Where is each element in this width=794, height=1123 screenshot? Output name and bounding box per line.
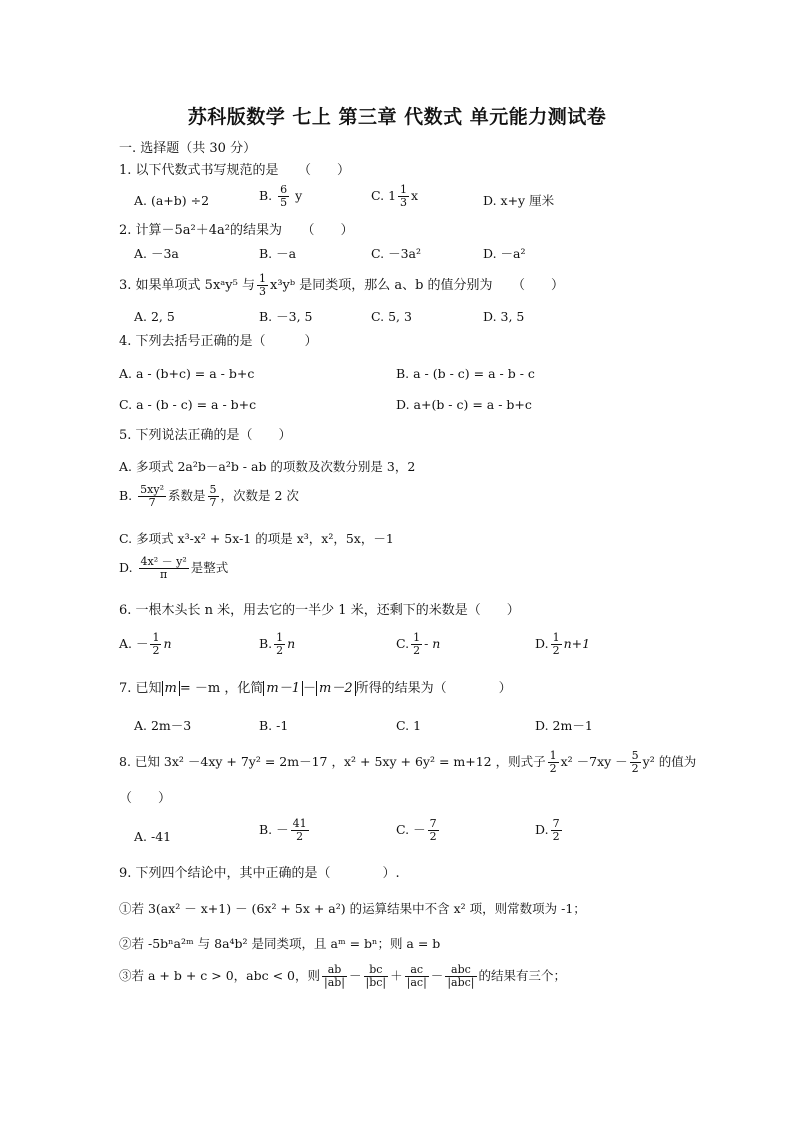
q8-option-d: D. $\frac{7}{2}$ [535, 817, 560, 843]
q5-option-b: B. $\frac{\text{5xy²}}{7}$ 系数是 $\frac{5}{7}$ ，次数是 2 次 [119, 483, 299, 509]
q4-option-b: B. a - (b - c) = a - b - c [396, 366, 535, 381]
q5-option-a: A. 多项式 2a²b－a²b - ab 的项数及次数分别是 3，2 [119, 459, 416, 474]
q9-statement-3: ③若 a + b + c > 0，abc < 0，则 $\frac{ab}{|ab|}$ － $\frac{bc}{|bc|}$ ＋ $\frac{ac}{|ac|}$ － $\frac{\text{abc}}{\text{|abc|}}$ 的结果有三个； [119, 963, 567, 989]
q6-option-a: A. － $\frac{1}{2}$ n [119, 631, 172, 657]
page-title: 苏科版数学 七上 第三章 代数式 单元能力测试卷 [187, 106, 607, 128]
q6-option-c: C. $\frac{1}{2}$ - n [396, 631, 441, 657]
q7-option-a: A. 2m－3 [134, 718, 192, 733]
question-2-stem: 2. 计算－5a²＋4a²的结果为 （ ） [119, 223, 354, 238]
q6-option-b: B. $\frac{1}{2}$ n [259, 631, 296, 657]
q8-option-b: B. － $\frac{41}{2}$ [259, 817, 307, 843]
question-9-stem: 9. 下列四个结论中，其中正确的是（ ）. [119, 866, 400, 881]
q4-option-d: D. a+(b - c) = a - b+c [396, 397, 532, 412]
q2-option-d: D. －a² [483, 246, 526, 261]
question-8-paren: （ ） [119, 791, 172, 806]
q3-option-d: D. 3, 5 [483, 309, 525, 324]
q2-option-a: A. －3a [134, 246, 179, 261]
question-1-stem: 1. 以下代数式书写规范的是 （ ） [119, 163, 351, 178]
q9-statement-1: ①若 3(ax² － x+1) － (6x² + 5x + a²) 的运算结果中不含 x² 项，则常数项为 -1； [119, 901, 586, 916]
q3-option-a: A. 2, 5 [134, 309, 175, 324]
q8-option-c: C. － $\frac{7}{2}$ [396, 817, 437, 843]
q1-option-b: B. $\frac{6}{5}$ y [259, 183, 303, 209]
q4-option-c: C. a - (b - c) = a - b+c [119, 397, 257, 412]
q1-option-a: A. (a+b) ÷2 [134, 193, 210, 208]
q1-option-d: D. x+y 厘米 [483, 193, 555, 208]
question-3-stem: 3. 如果单项式 5xᵃy⁵ 与 $\frac{1}{3}$ x³yᵇ 是同类项，那么 a、b 的值分别为 （ ） [119, 272, 565, 298]
q4-option-a: A. a - (b+c) = a - b+c [119, 366, 255, 381]
q1-option-c: C. 1 $\frac{1}{3}$ x [371, 183, 419, 209]
q7-option-b: B. -1 [259, 718, 289, 733]
q7-option-c: C. 1 [396, 718, 422, 733]
q3-option-b: B. －3, 5 [259, 309, 313, 324]
q5-option-d: D. $\frac{\text{4x² － y²}}{\pi}$ 是整式 [119, 555, 229, 581]
q2-option-c: C. －3a² [371, 246, 421, 261]
q9-statement-2: ②若 -5bⁿa²ᵐ 与 8a⁴b² 是同类项，且 aᵐ = bⁿ；则 a = b [119, 936, 441, 951]
question-6-stem: 6. 一根木头长 n 米，用去它的一半少 1 米，还剩下的米数是（ ） [119, 603, 520, 618]
question-4-stem: 4. 下列去括号正确的是（ ） [119, 334, 318, 349]
section-heading: 一. 选择题（共 30 分） [119, 141, 257, 156]
q6-option-d: D. $\frac{1}{2}$ n+1 [535, 631, 591, 657]
question-7-stem: 7. 已知 m = －m ，化简 m－1 － m－2 所得的结果为（ ） [119, 681, 512, 696]
q2-option-b: B. －a [259, 246, 297, 261]
question-5-stem: 5. 下列说法正确的是（ ） [119, 428, 292, 443]
q7-option-d: D. 2m－1 [535, 718, 593, 733]
q3-option-c: C. 5, 3 [371, 309, 412, 324]
question-8-stem: 8. 已知 3x² －4xy + 7y² = 2m－17 ，x² + 5xy + 6y² = m+12 ，则式子 $\frac{1}{2}$ x² －7xy － $\frac{5}{2}$ y² 的值为 [119, 749, 697, 775]
q5-option-c: C. 多项式 x³-x² + 5x-1 的项是 x³，x²，5x，－1 [119, 531, 394, 546]
q8-option-a: A. -41 [134, 829, 172, 844]
